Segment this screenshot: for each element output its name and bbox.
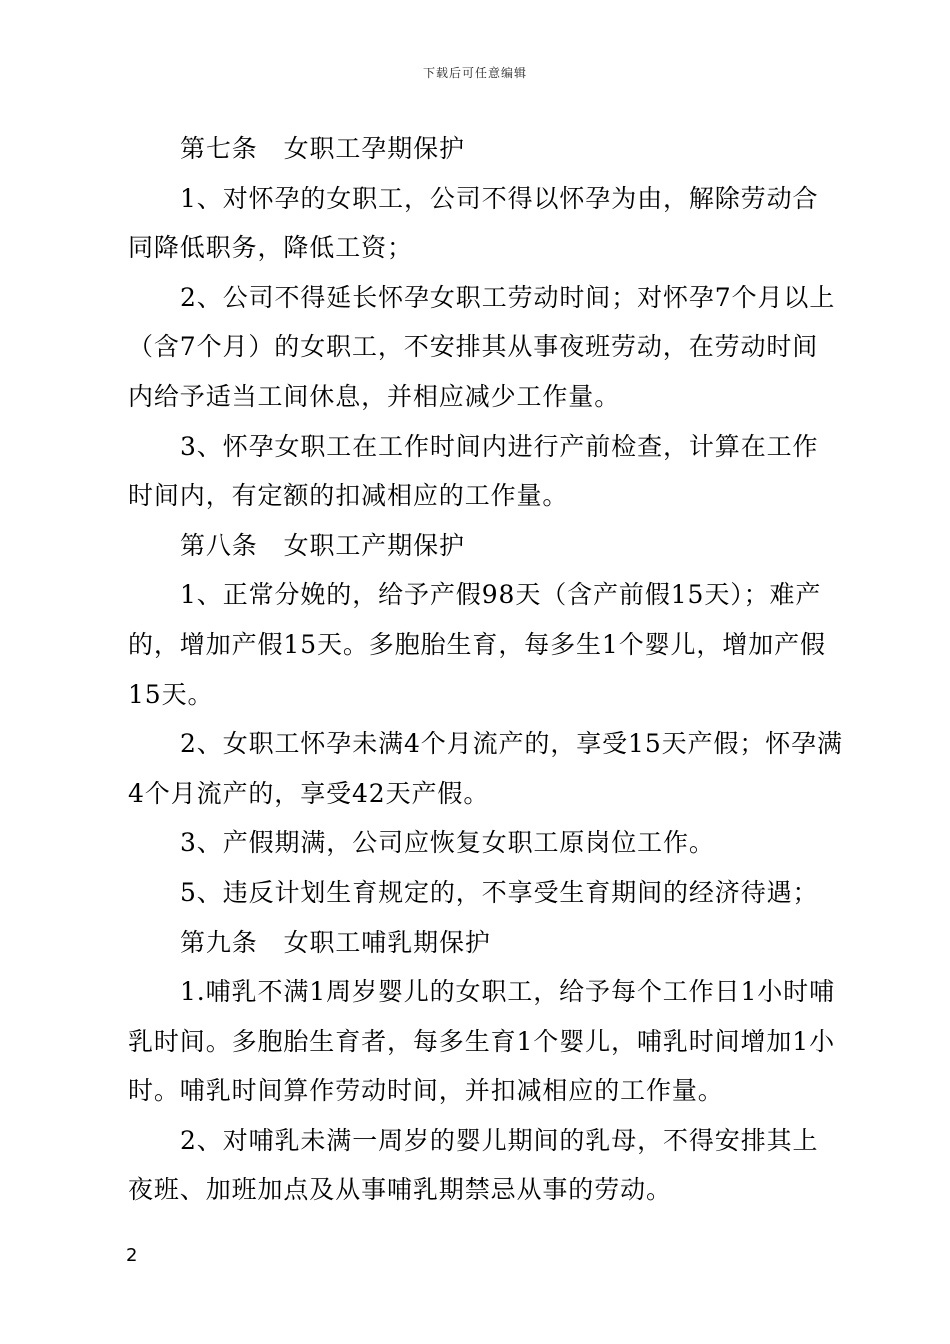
paragraph-line: 2、公司不得延长怀孕女职工劳动时间；对怀孕7个月以上 xyxy=(180,282,836,312)
paragraph-line: 5、违反计划生育规定的，不享受生育期间的经济待遇； xyxy=(180,877,819,907)
paragraph-line: 第七条 女职工孕期保护 xyxy=(180,134,465,163)
paragraph-line: 第九条 女职工哺乳期保护 xyxy=(180,927,491,957)
page-number: 2 xyxy=(126,1245,138,1266)
paragraph-line: 时。哺乳时间算作劳动时间，并扣减相应的工作量。 xyxy=(128,1076,724,1106)
paragraph-line: 的，增加产假15天。多胞胎生育，每多生1个婴儿，增加产假 xyxy=(128,629,826,659)
page-header: 下载后可任意编辑 xyxy=(422,66,527,80)
paragraph-line: 3、产假期满，公司应恢复女职工原岗位工作。 xyxy=(180,828,715,858)
paragraph-line: 时间内，有定额的扣减相应的工作量。 xyxy=(128,481,569,511)
paragraph-line: 2、对哺乳未满一周岁的婴儿期间的乳母，不得安排其上 xyxy=(180,1125,819,1155)
paragraph-line: （含7个月）的女职工，不安排其从事夜班劳动，在劳动时间 xyxy=(128,332,819,362)
paragraph-line: 2、女职工怀孕未满4个月流产的，享受15天产假；怀孕满 xyxy=(180,729,843,759)
paragraph-line: 1、正常分娩的，给予产假98天（含产前假15天）；难产 xyxy=(180,580,822,610)
paragraph-line: 夜班、加班加点及从事哺乳期禁忌从事的劳动。 xyxy=(128,1175,672,1205)
document-body xyxy=(128,124,843,1215)
paragraph-line: 1.哺乳不满1周岁婴儿的女职工，给予每个工作日1小时哺 xyxy=(180,977,835,1007)
paragraph-line: 3、怀孕女职工在工作时间内进行产前检查，计算在工作 xyxy=(180,431,819,461)
paragraph-line: 1、对怀孕的女职工，公司不得以怀孕为由，解除劳动合 xyxy=(180,183,819,213)
paragraph-line: 内给予适当工间休息，并相应减少工作量。 xyxy=(128,381,621,411)
paragraph-line: 乳时间。多胞胎生育者，每多生育1个婴儿，哺乳时间增加1小 xyxy=(128,1026,836,1056)
paragraph-line: 4个月流产的，享受42天产假。 xyxy=(128,778,490,808)
paragraph-line: 15天。 xyxy=(128,679,214,709)
paragraph-line: 第八条 女职工产期保护 xyxy=(180,530,465,560)
paragraph-line: 同降低职务，降低工资； xyxy=(128,233,413,263)
